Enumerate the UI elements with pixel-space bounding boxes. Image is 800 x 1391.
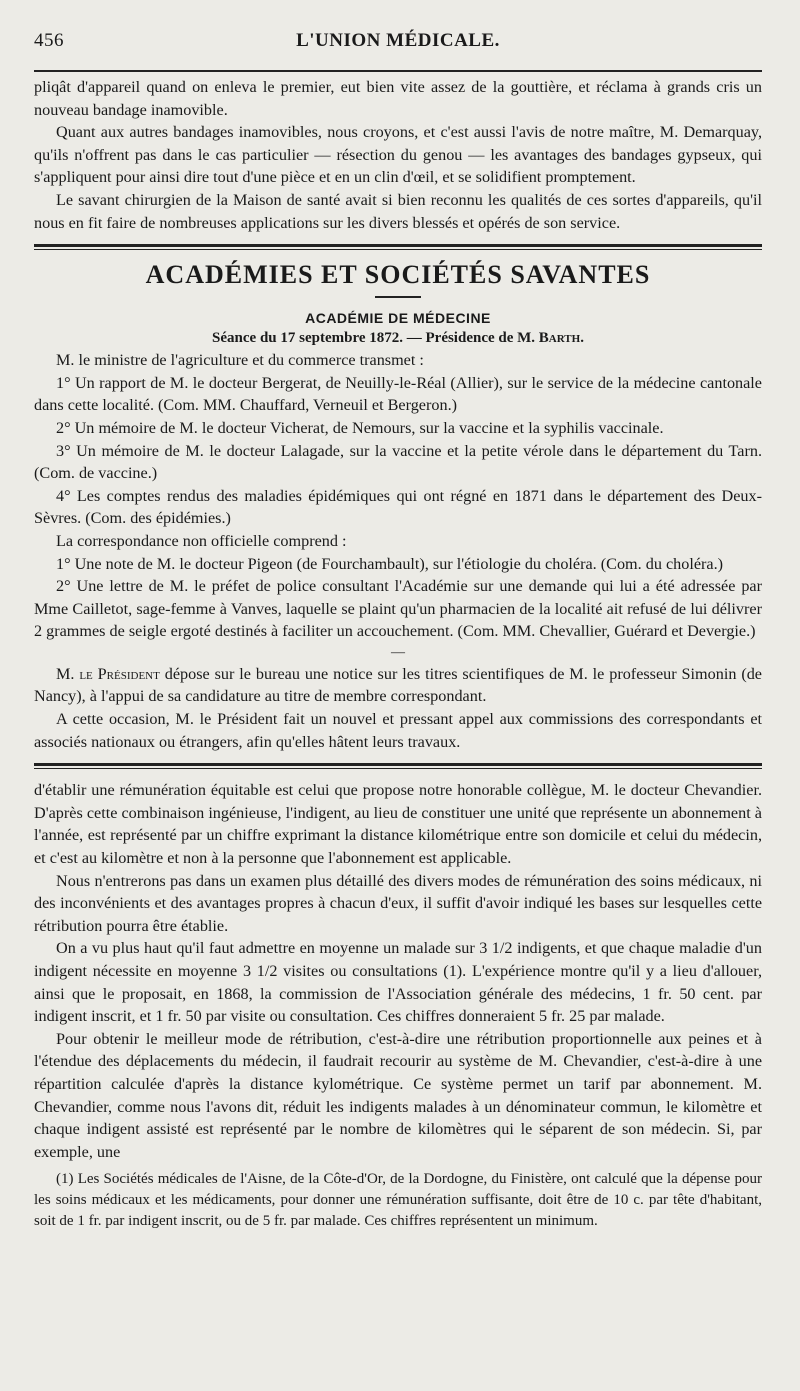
- header-rule: [34, 70, 762, 72]
- section-rule: [34, 763, 762, 769]
- paragraph: Quant aux autres bandages inamovibles, nous croyons, et c'est aussi l'avis de notre maître, M. Demarquay, qu'ils n'offrent pas dans le cas particulier — résection du genou — les avantages des bandages gypseux, qui s'appliquent pour ainsi dire tout d'une pièce et en un clin d'œil, et se solidifient promptement.: [34, 123, 762, 187]
- president-label: M. le Président: [56, 664, 160, 683]
- paragraph: 1° Une note de M. le docteur Pigeon (de Fourchambault), sur l'étiologie du choléra. (Com. du choléra.): [56, 554, 724, 573]
- ornament-divider: [34, 290, 762, 304]
- footnote-text: (1) Les Sociétés médicales de l'Aisne, de la Côte-d'Or, de la Dordogne, du Finistère, ont calculé que la dépense pour les soins médicaux et les médicaments, pour donner une rémunération suffisante, doit être de 10 c. par tête d'habitant, soit de 1 fr. par indigent inscrit, ou de 5 fr. par malade. Ces chiffres représentent un minimum.: [34, 1171, 762, 1230]
- paragraph: 3° Un mémoire de M. le docteur Lalagade, sur la vaccine et la petite vérole dans le département du Tarn. (Com. de vaccine.): [34, 441, 762, 483]
- section-rule: [34, 244, 762, 250]
- paragraph: 4° Les comptes rendus des maladies épidémiques qui ont régné en 1871 dans le département des Deux-Sèvres. (Com. des épidémies.): [34, 486, 762, 528]
- paragraph: 2° Une lettre de M. le préfet de police consultant l'Académie sur une demande qui lui a été adressée par Mme Cailletot, sage-femme à Vanves, laquelle se plaint qu'un pharmacien de la localité ait refusé de lui délivrer 2 grammes de seigle ergoté destinés à faciliter un accouchement. (Com. MM. Chevallier, Guérard et Devergie.): [34, 577, 762, 641]
- paragraph: 2° Un mémoire de M. le docteur Vicherat, de Nemours, sur la vaccine et la syphilis vaccinale.: [56, 418, 664, 437]
- paragraph: [34, 663, 762, 708]
- paragraph: pliqât d'appareil quand on enleva le premier, eut bien vite assez de la gouttière, et réclama à grands cris un nouveau bandage inamovible.: [34, 78, 762, 119]
- paragraph: On a vu plus haut qu'il faut admettre en moyenne un malade sur 3 1/2 indigents, et que chaque maladie d'un indigent nécessite en moyenne 3 1/2 visites ou consultations (1). L'expérience montre qu'il y a lieu d'allouer, ainsi que le proposait, en 1868, la commission de l'Association générale des médecins, 1 fr. 50 cent. par indigent inscrit, et 1 fr. 50 par visite ou consultation. Ces chiffres donneraient 5 fr. 25 par malade.: [34, 939, 762, 1026]
- session-line: [34, 330, 762, 347]
- paragraph: A cette occasion, M. le Président fait un nouvel et pressant appel aux commissions des correspondants et associés nationaux ou étrangers, afin qu'elles hâtent leurs travaux.: [34, 710, 762, 751]
- paragraph: Le savant chirurgien de la Maison de santé avait si bien reconnu les qualités de ces sortes d'appareils, qu'il nous en fit faire de nombreuses applications sur les divers blessés et opérés de son service.: [34, 190, 762, 232]
- paragraph: Nous n'entrerons pas dans un examen plus détaillé des divers modes de rémunération des soins médicaux, ni des inconvénients et des avantages propres à chacun d'eux, il suffit d'avoir indiqué les bases sur lesquelles cette rétribution pourra être établie.: [34, 871, 762, 935]
- section-title: ACADÉMIES ET SOCIÉTÉS SAVANTES: [145, 260, 651, 290]
- separator-dash: —: [391, 644, 405, 660]
- paragraph: d'établir une rémunération équitable est celui que propose notre honorable collègue, M. le docteur Chevandier. D'après cette combinaison ingénieuse, l'indigent, au lieu de constituer une unité que représente un abonnement à l'année, est représenté par un chiffre exprimant la distance kilométrique entre son domicile et celui du médecin, et c'est au kilomètre et non à la personne que l'abonnement est applicable.: [34, 781, 762, 868]
- session-president: Barth.: [538, 330, 584, 347]
- subsection-title: ACADÉMIE DE MÉDECINE: [305, 310, 491, 327]
- footnote: [34, 1169, 762, 1232]
- journal-title: L'UNION MÉDICALE.: [296, 30, 500, 51]
- paragraph: Pour obtenir le meilleur mode de rétribution, c'est-à-dire une rétribution proportionnelle aux peines et à l'étendue des déplacements du médecin, il faudrait recourir au système de M. Chevandier, c'est-à-dire à une répartition calculée d'après la distance kylométrique. Ce système permet un tarif par abonnement. M. Chevandier, comme nous l'avons dit, réduit les indigents malades à un dénominateur commun, le kilomètre et chaque indigent assisté est représenté par le nombre de kilomètres qui le séparent de son médecin. Si, par exemple, une: [34, 1029, 762, 1161]
- running-head: [34, 30, 762, 60]
- paragraph: La correspondance non officielle comprend :: [56, 531, 347, 550]
- paragraph: 1° Un rapport de M. le docteur Bergerat, de Neuilly-le-Réal (Allier), sur le service de la médecine cantonale dans cette localité. (Com. MM. Chauffard, Verneuil et Bergeron.): [34, 373, 762, 415]
- session-prefix: Séance du 17 septembre 1872. — Présidence de M.: [212, 330, 536, 347]
- president-text: dépose sur le bureau une notice sur les titres scientifiques de M. le professeur Simonin (de Nancy), à l'appui de sa candidature au titre de membre correspondant.: [34, 664, 762, 706]
- paragraph: M. le ministre de l'agriculture et du commerce transmet :: [56, 351, 424, 370]
- page-number: 456: [34, 30, 64, 51]
